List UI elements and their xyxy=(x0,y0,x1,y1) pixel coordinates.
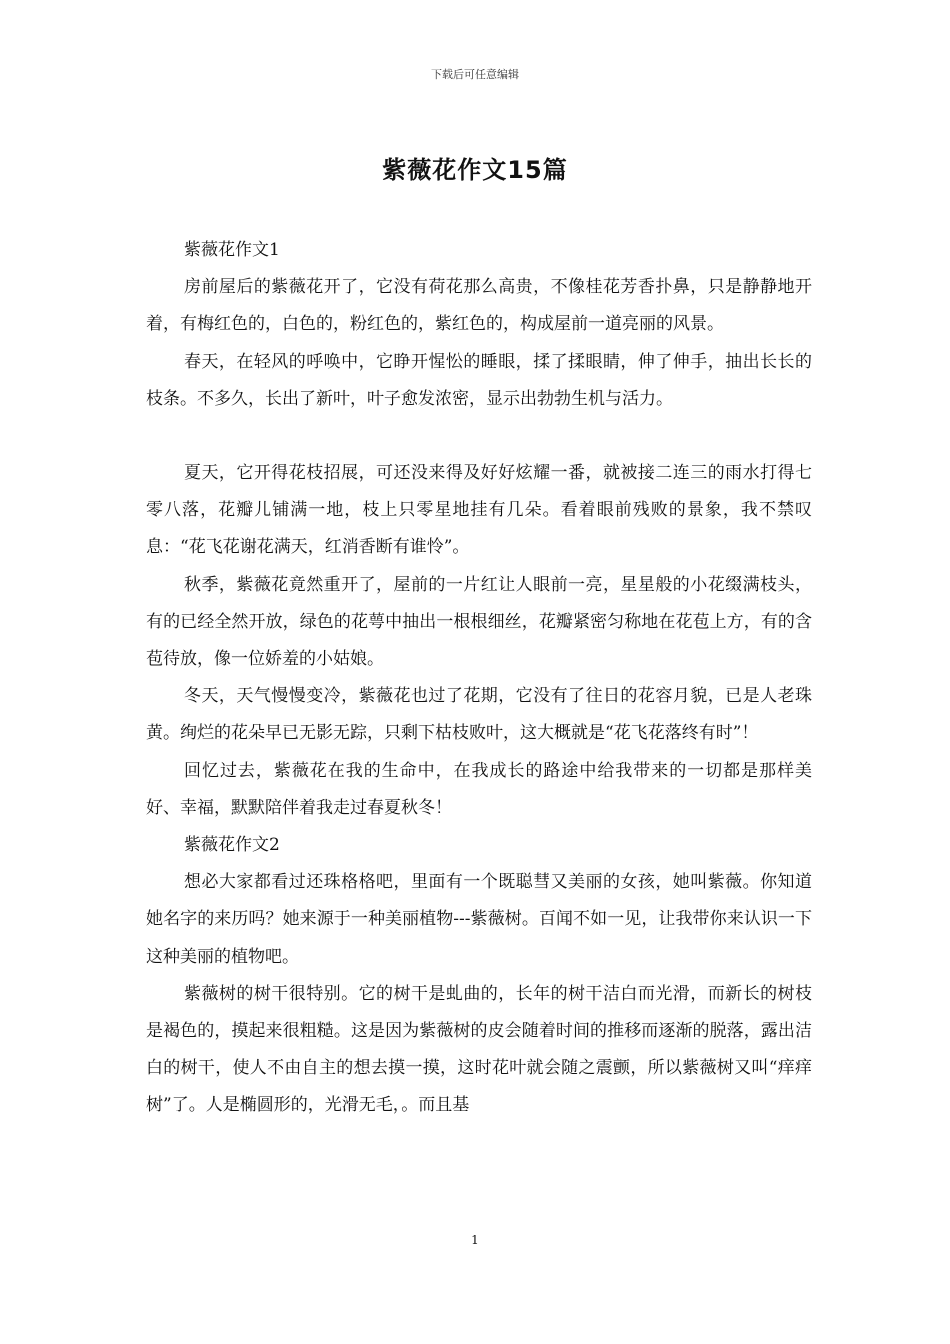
document-body xyxy=(146,232,812,1125)
section-heading: 紫薇花作文1 xyxy=(184,240,280,260)
paragraph: 秋季，紫薇花竟然重开了，屋前的一片红让人眼前一亮，星星般的小花缀满枝头，有的已经全然开放，绿色的花萼中抽出一根根细丝，花瓣紧密匀称地在花苞上方，有的含苞待放，像一位娇羞的小姑娘。 xyxy=(146,574,812,670)
section-heading: 紫薇花作文2 xyxy=(184,835,280,856)
paragraph: 紫薇树的树干很特别。它的树干是虬曲的，长年的树干洁白而光滑，而新长的树枝是褐色的，摸起来很粗糙。这是因为紫薇树的皮会随着时间的推移而逐渐的脱落，露出洁白的树干，使人不由自主的想去摸一摸，这时花叶就会随之震颤，所以紫薇树又叫“痒痒树”了。人是椭圆形的，光滑无毛，。而且基 xyxy=(146,983,812,1116)
page-number: 1 xyxy=(471,1233,479,1247)
paragraph: 回忆过去，紫薇花在我的生命中，在我成长的路途中给我带来的一切都是那样美好、幸福，默默陪伴着我走过春夏秋冬！ xyxy=(146,760,812,818)
paragraph: 冬天，天气慢慢变冷，紫薇花也过了花期，它没有了往日的花容月貌，已是人老珠黄。绚烂的花朵早已无影无踪，只剩下枯枝败叶，这大概就是“花飞花落终有时”！ xyxy=(146,686,812,744)
document-title: 紫薇花作文15篇 xyxy=(382,156,568,184)
paragraph: 房前屋后的紫薇花开了，它没有荷花那么高贵，不像桂花芳香扑鼻，只是静静地开着，有梅红色的，白色的，粉红色的，紫红色的，构成屋前一道亮丽的风景。 xyxy=(146,277,812,335)
paragraph: 想必大家都看过还珠格格吧，里面有一个既聪彗又美丽的女孩，她叫紫薇。你知道她名字的来历吗？她来源于一种美丽植物---紫薇树。百闻不如一见，让我带你来认识一下这种美丽的植物吧。 xyxy=(146,872,812,967)
header-note: 下载后可任意编辑 xyxy=(431,68,519,81)
paragraph: 夏天，它开得花枝招展，可还没来得及好好炫耀一番，就被接二连三的雨水打得七零八落，花瓣儿铺满一地，枝上只零星地挂有几朵。看着眼前残败的景象，我不禁叹息：“花飞花谢花满天，红消香断有谁怜”。 xyxy=(146,463,812,558)
paragraph: 春天，在轻风的呼唤中，它睁开惺忪的睡眼，揉了揉眼睛，伸了伸手，抽出长长的枝条。不多久，长出了新叶，叶子愈发浓密，显示出勃勃生机与活力。 xyxy=(146,351,812,409)
